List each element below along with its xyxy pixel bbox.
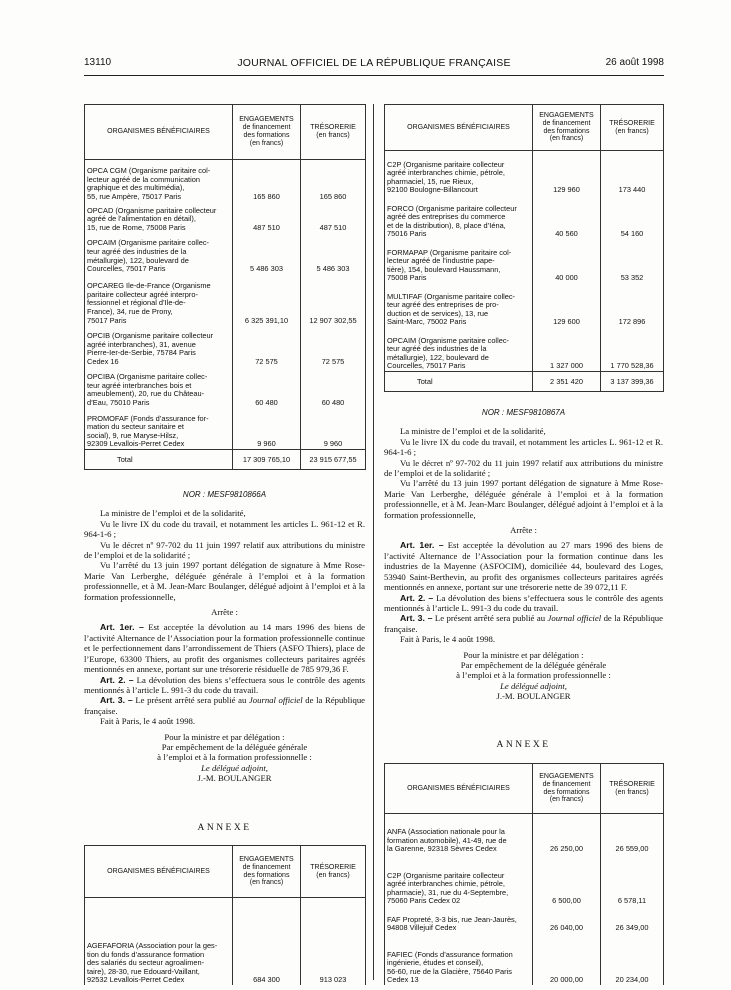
total-label: Total: [85, 450, 233, 470]
tresorerie-value: 26 349,00: [601, 906, 664, 933]
organisme-cell: [85, 408, 233, 450]
annexe-heading: ANNEXE: [197, 823, 252, 833]
table-row: [85, 233, 366, 274]
signature-line: à l’emploi et à la formation professionnelle :: [157, 752, 312, 763]
col-header-engagements: [533, 105, 601, 151]
header-line: de financement: [542, 119, 591, 127]
engagement-value: 6 325 391,10: [233, 274, 301, 325]
tresorerie-value: 60 480: [301, 366, 366, 407]
article-1: Art. 1er. – Est acceptée la dévolution au 27 mars 1996 des biens de l’activité Alternance de l’Association pour la formation continue dans les industries de la Mayenne (ASFOCIM), domiciliée 44, boulevard des Loges, 53940 Saint-Berthevin, au profit des organismes collecteurs paritaires agréés mentionnés en annexe, portant sur une trésorerie nette de 39 072,11 F.: [384, 540, 663, 593]
organisme-line: métallurgie), 122, boulevard de: [87, 255, 189, 265]
signatory-name: J.-M. BOULANGER: [496, 691, 571, 702]
table-row: [85, 160, 366, 202]
organisme-line: tion du fonds d’assurance formation: [87, 949, 205, 959]
header-line: (en francs): [549, 796, 584, 804]
organisme-line: teur agréé des industries de la: [387, 344, 487, 354]
header-line: de financement: [542, 780, 591, 788]
total-row: [85, 450, 366, 470]
nor-reference: NOR : MESF9810867A: [481, 408, 566, 417]
total-tresorerie: 3 137 399,36: [601, 372, 664, 392]
organisme-line: social), 9, rue Maryse-Hilsz,: [87, 430, 179, 440]
organisme-line: Pierre-Ier-de-Serbie, 75784 Paris: [87, 348, 196, 358]
beneficiaries-table-3: [84, 845, 366, 985]
signature-line: Par empêchement de la déléguée générale: [460, 659, 607, 670]
article-3: Art. 3. – Le présent arrêté sera publié au Journal officiel de la République française.: [84, 695, 366, 716]
table-row: [85, 408, 366, 450]
organisme-line: OPCAIM (Organisme paritaire collec-: [387, 335, 509, 345]
col-header-organismes: ORGANISMES BÉNÉFICIAIRES: [385, 764, 533, 814]
organisme-line: 55, rue Ampère, 75017 Paris: [87, 191, 182, 201]
organisme-line: graphique et des multimédia),: [87, 183, 185, 193]
article-3: Art. 3. – Le présent arrêté sera publié au Journal officiel de la République française.: [384, 613, 664, 634]
paragraph: La ministre de l’emploi et de la solidarité,: [400, 426, 546, 437]
table-row: [385, 906, 664, 933]
organisme-cell: [385, 906, 533, 933]
total-engagements: 2 351 420: [533, 372, 601, 392]
table-row: [385, 933, 664, 985]
col-header-tresorerie: [601, 764, 664, 814]
journal-title: JOURNAL OFFICIEL DE LA RÉPUBLIQUE FRANÇAISE: [237, 57, 511, 69]
tresorerie-value: 913 023: [301, 898, 366, 986]
header-line: des formations: [543, 788, 590, 796]
page-number: 13110: [84, 57, 112, 68]
col-header-organismes: ORGANISMES BÉNÉFICIAIRES: [85, 846, 233, 898]
date-line: Fait à Paris, le 4 août 1998.: [100, 716, 196, 727]
engagement-value: 129 960: [533, 151, 601, 196]
table-row: [85, 325, 366, 366]
organisme-line: d’Eau, 75010 Paris: [87, 398, 150, 408]
beneficiaries-table-1: [84, 104, 366, 470]
article-1: Art. 1er. – Est acceptée la dévolution au 14 mars 1996 des biens de l’activité Alternance de l’Association pour la formation professionnelle continue et le perfectionnement dans l’arrondissement de Thiers (ASFO Thiers), place de l’Europe, 63300 Thiers, au profit des organismes collecteurs paritaires agréés mentionnés en annexe, portant sur une trésorerie résiduelle de 785 979,36 F.: [84, 622, 365, 675]
header-line: ENGAGEMENTS: [539, 772, 594, 780]
header-line: ENGAGEMENTS: [239, 855, 294, 863]
engagement-value: 60 480: [233, 366, 301, 407]
tresorerie-value: 54 160: [601, 195, 664, 239]
signature-line: à l’emploi et à la formation professionnelle :: [456, 670, 611, 681]
tresorerie-value: 173 440: [601, 151, 664, 196]
arrete-heading: Arrête :: [510, 525, 537, 536]
col-header-engagements: [533, 764, 601, 814]
organisme-line: 15, rue de Rome, 75008 Paris: [87, 222, 186, 232]
header-line: de financement: [242, 863, 291, 871]
organisme-line: taire), 28-30, rue Edouard-Vaillant,: [87, 966, 200, 976]
issue-date: 26 août 1998: [605, 57, 664, 68]
organisme-line: la Garenne, 92318 Sèvres Cedex: [387, 844, 497, 854]
organisme-line: ingénierie, études et conseil),: [387, 958, 484, 968]
header-line: TRÉSORERIE: [609, 780, 655, 788]
table-header-row: [385, 764, 664, 814]
table-row: [385, 195, 664, 239]
organisme-line: Courcelles, 75017 Paris: [87, 264, 166, 274]
organisme-line: OPCIB (Organisme paritaire collecteur: [87, 330, 214, 340]
organisme-line: OPCAIM (Organisme paritaire collec-: [87, 238, 209, 248]
organisme-line: 75016 Paris: [387, 229, 427, 239]
header-line: (en francs): [549, 135, 584, 143]
table-row: [385, 814, 664, 854]
table-row: [385, 854, 664, 906]
header-line: ENGAGEMENTS: [539, 111, 594, 119]
organisme-cell: [385, 933, 533, 985]
organisme-line: FORMAPAP (Organisme paritaire col-: [387, 247, 512, 257]
organisme-cell: [385, 195, 533, 239]
organisme-line: 92532 Levallois-Perret Cedex: [87, 975, 185, 985]
organisme-line: métallurgie), 122, boulevard de: [387, 352, 489, 362]
organisme-line: fessionnel et régional d’Ile-de-: [87, 298, 186, 308]
paragraph: La ministre de l’emploi et de la solidarité,: [100, 508, 246, 519]
beneficiaries-table-2: [384, 104, 664, 392]
organisme-line: FAFIEC (Fonds d’assurance formation: [387, 949, 513, 959]
organisme-line: France), 34, rue de Prony,: [87, 306, 173, 316]
organisme-cell: [85, 274, 233, 325]
arrete-heading: Arrête :: [211, 607, 238, 618]
col-header-tresorerie: [301, 846, 366, 898]
right-decree-text: [384, 408, 663, 702]
tresorerie-value: 1 770 528,36: [601, 327, 664, 372]
tresorerie-value: 26 559,00: [601, 814, 664, 854]
total-engagements: 17 309 765,10: [233, 450, 301, 470]
header-rule: [84, 75, 664, 76]
header-line: ENGAGEMENTS: [239, 116, 294, 124]
date-line: Fait à Paris, le 4 août 1998.: [400, 634, 496, 645]
organisme-line: agréé interbranches chimie, pétrole,: [387, 168, 505, 178]
engagement-value: 72 575: [233, 325, 301, 366]
organisme-line: OPCA CGM (Organisme paritaire col-: [87, 165, 211, 175]
header-line: (en francs): [316, 871, 350, 879]
organisme-line: 56-60, rue de la Glacière, 75640 Paris: [387, 966, 512, 976]
engagement-value: 26 040,00: [533, 906, 601, 933]
tresorerie-value: 172 896: [601, 283, 664, 327]
organisme-line: 75017 Paris: [87, 315, 127, 325]
header-line: (en francs): [615, 127, 649, 135]
tresorerie-value: 6 578,11: [601, 854, 664, 906]
col-header-engagements: [233, 846, 301, 898]
engagement-value: 487 510: [233, 201, 301, 232]
organisme-line: ANFA (Association nationale pour la: [387, 826, 505, 836]
organisme-line: AGEFAFORIA (Association pour la ges-: [87, 941, 218, 951]
signature-line: Pour la ministre et par délégation :: [463, 649, 584, 660]
tresorerie-value: 165 860: [301, 160, 366, 202]
organisme-cell: [85, 201, 233, 232]
table-header-row: [385, 105, 664, 151]
header-line: TRÉSORERIE: [310, 863, 356, 871]
annexe-heading: ANNEXE: [496, 740, 551, 750]
organisme-line: teur agréé des industries de la: [87, 247, 187, 257]
signature-line: Le délégué adjoint,: [201, 762, 268, 773]
organisme-cell: [85, 160, 233, 202]
column-divider: [373, 104, 374, 980]
page-header: [84, 57, 664, 75]
paragraph: Vu l’arrêté du 13 juin 1997 portant délégation de signature à Mme Rose-Marie Van Lerberghe, déléguée générale à l’emploi et à la formation professionnelle, et à M. Jean-Marc Boulanger, délégué adjoint à l’emploi et à la formation professionnelle,: [84, 560, 365, 602]
engagement-value: 20 000,00: [533, 933, 601, 985]
organisme-cell: [385, 814, 533, 854]
organisme-line: agréé de l’alimentation en détail),: [87, 214, 196, 224]
signature-line: Par empêchement de la déléguée générale: [161, 741, 308, 752]
table-row: [85, 898, 366, 986]
signature-line: Le délégué adjoint,: [500, 680, 567, 691]
organisme-line: PROMOFAF (Fonds d’assurance for-: [87, 413, 209, 423]
organisme-line: 92100 Boulogne-Billancourt: [387, 185, 478, 195]
organisme-line: teur agréé des entreprises de pro-: [387, 300, 499, 310]
tresorerie-value: 487 510: [301, 201, 366, 232]
engagement-value: 1 327 000: [533, 327, 601, 372]
organisme-line: FORCO (Organisme paritaire collecteur: [387, 203, 517, 213]
tresorerie-value: 72 575: [301, 325, 366, 366]
header-line: TRÉSORERIE: [310, 124, 356, 132]
organisme-cell: [385, 327, 533, 372]
table-header-row: [85, 105, 366, 160]
organisme-line: C2P (Organisme paritaire collecteur: [387, 159, 505, 169]
organisme-line: tière), 154, boulevard Haussmann,: [387, 264, 501, 274]
table-row: [85, 274, 366, 325]
paragraph: Vu le livre IX du code du travail, et notamment les articles L. 961-12 et R. 964-1-6 ;: [84, 518, 365, 540]
engagement-value: 129 600: [533, 283, 601, 327]
organisme-line: pharmaciel, 15, rue Rieux,: [387, 176, 474, 186]
engagement-value: 684 300: [233, 898, 301, 986]
organisme-line: Cedex 13: [387, 975, 419, 985]
paragraph: Vu le livre IX du code du travail, et notamment les articles L. 961-12 et R. 964-1-6 ;: [384, 436, 663, 458]
organisme-line: OPCAREG Ile-de-France (Organisme: [87, 281, 211, 291]
header-line: (en francs): [249, 139, 284, 147]
organisme-line: agréé interbranches chimie, pétrole,: [387, 879, 505, 889]
header-line: des formations: [243, 871, 290, 879]
col-header-engagements: [233, 105, 301, 160]
total-tresorerie: 23 915 677,55: [301, 450, 366, 470]
total-row: [385, 372, 664, 392]
table-row: [385, 327, 664, 372]
engagement-value: 5 486 303: [233, 233, 301, 274]
organisme-line: agréé des entreprises du commerce: [387, 212, 506, 222]
engagement-value: 9 960: [233, 408, 301, 450]
organisme-cell: [85, 898, 233, 986]
header-line: des formations: [243, 132, 290, 139]
signatory-name: J.-M. BOULANGER: [197, 773, 272, 784]
organisme-line: Cedex 16: [87, 356, 119, 366]
table-row: [85, 366, 366, 407]
organisme-line: formation automobile), 41-49, rue de: [387, 835, 507, 845]
col-header-tresorerie: [301, 105, 366, 160]
header-line: (en francs): [615, 788, 649, 796]
organisme-line: OPCIBA (Organisme paritaire collec-: [87, 372, 208, 382]
header-line: TRÉSORERIE: [609, 119, 655, 127]
organisme-line: et de la distribution), 8, place d’Iéna,: [387, 220, 506, 230]
organisme-line: teur agréé interbranches bois et: [87, 380, 192, 390]
article-2: Art. 2. – La dévolution des biens s’effectuera sous le contrôle des agents mentionnés à l’article L. 991-3 du code du travail.: [84, 674, 366, 695]
organisme-cell: [85, 325, 233, 366]
tresorerie-value: 9 960: [301, 408, 366, 450]
organisme-line: ameublement), 20, rue du Château-: [87, 389, 205, 399]
table-row: [385, 239, 664, 283]
tresorerie-value: 12 907 302,55: [301, 274, 366, 325]
article-2: Art. 2. – La dévolution des biens s’effectuera sous le contrôle des agents mentionnés à l’article L. 991-3 du code du travail.: [384, 592, 663, 613]
organisme-line: duction et de services), 13, rue: [387, 308, 489, 318]
organisme-line: OPCAD (Organisme paritaire collecteur: [87, 205, 217, 215]
organisme-line: MULTIFAF (Organisme paritaire collec-: [387, 291, 515, 301]
organisme-line: 94808 Villejuif Cedex: [387, 923, 457, 933]
total-label: Total: [385, 372, 533, 392]
header-line: de financement: [242, 124, 291, 132]
organisme-line: pharmacie), 31, rue du 4-Septembre,: [387, 887, 509, 897]
organisme-line: C2P (Organisme paritaire collecteur: [387, 870, 505, 880]
engagement-value: 26 250,00: [533, 814, 601, 854]
organisme-line: 75060 Paris Cedex 02: [387, 896, 461, 906]
table-row: [385, 283, 664, 327]
organisme-cell: [385, 151, 533, 196]
col-header-organismes: ORGANISMES BÉNÉFICIAIRES: [385, 105, 533, 151]
nor-reference: NOR : MESF9810866A: [182, 490, 267, 499]
organisme-cell: [85, 366, 233, 407]
organisme-line: lecteur agréé de l’industrie pape-: [387, 256, 495, 266]
organisme-line: lecteur agréé de la communication: [87, 174, 200, 184]
paragraph: Vu le décret nº 97-702 du 11 juin 1997 relatif aux attributions du ministre de l’emploi et de la solidarité ;: [84, 539, 365, 561]
left-decree-text: [84, 490, 365, 784]
beneficiaries-table-4: [384, 763, 664, 985]
engagement-value: 40 560: [533, 195, 601, 239]
organisme-cell: [85, 233, 233, 274]
engagement-value: 165 860: [233, 160, 301, 202]
organisme-line: agréé interbranches), 31, avenue: [87, 339, 196, 349]
tresorerie-value: 20 234,00: [601, 933, 664, 985]
paragraph: Vu l’arrêté du 13 juin 1997 portant délégation de signature à Mme Rose-Marie Van Lerberghe, déléguée générale à l’emploi et à la formation professionnelle, et à M. Jean-Marc Boulanger, délégué adjoint à l’emploi et à la formation professionnelle,: [384, 478, 663, 520]
table-header-row: [85, 846, 366, 898]
organisme-line: FAF Propreté, 3-3 bis, rue Jean-Jaurès,: [387, 914, 517, 924]
header-line: des formations: [543, 127, 590, 135]
col-header-organismes: ORGANISMES BÉNÉFICIAIRES: [85, 105, 233, 160]
organisme-line: des salariés du secteur agroalimen-: [87, 958, 205, 968]
tresorerie-value: 53 352: [601, 239, 664, 283]
header-line: (en francs): [249, 879, 284, 887]
organisme-cell: [385, 854, 533, 906]
table-row: [85, 201, 366, 232]
signature-line: Pour la ministre et par délégation :: [164, 731, 285, 742]
header-line: (en francs): [316, 132, 350, 139]
tresorerie-value: 5 486 303: [301, 233, 366, 274]
col-header-tresorerie: [601, 105, 664, 151]
organisme-line: 92309 Levallois-Perret Cedex: [87, 439, 185, 449]
organisme-line: mation du secteur sanitaire et: [87, 422, 184, 432]
engagement-value: 40 000: [533, 239, 601, 283]
organisme-cell: [385, 283, 533, 327]
paragraph: Vu le décret nº 97-702 du 11 juin 1997 relatif aux attributions du ministre de l’emploi et de la solidarité ;: [384, 457, 663, 479]
organisme-line: 75008 Paris: [387, 273, 427, 283]
organisme-line: paritaire collecteur agréé interpro-: [87, 289, 198, 299]
organisme-cell: [385, 239, 533, 283]
table-row: [385, 151, 664, 196]
engagement-value: 6 500,00: [533, 854, 601, 906]
organisme-line: Saint-Marc, 75002 Paris: [387, 317, 467, 327]
organisme-line: Courcelles, 75017 Paris: [387, 361, 466, 371]
